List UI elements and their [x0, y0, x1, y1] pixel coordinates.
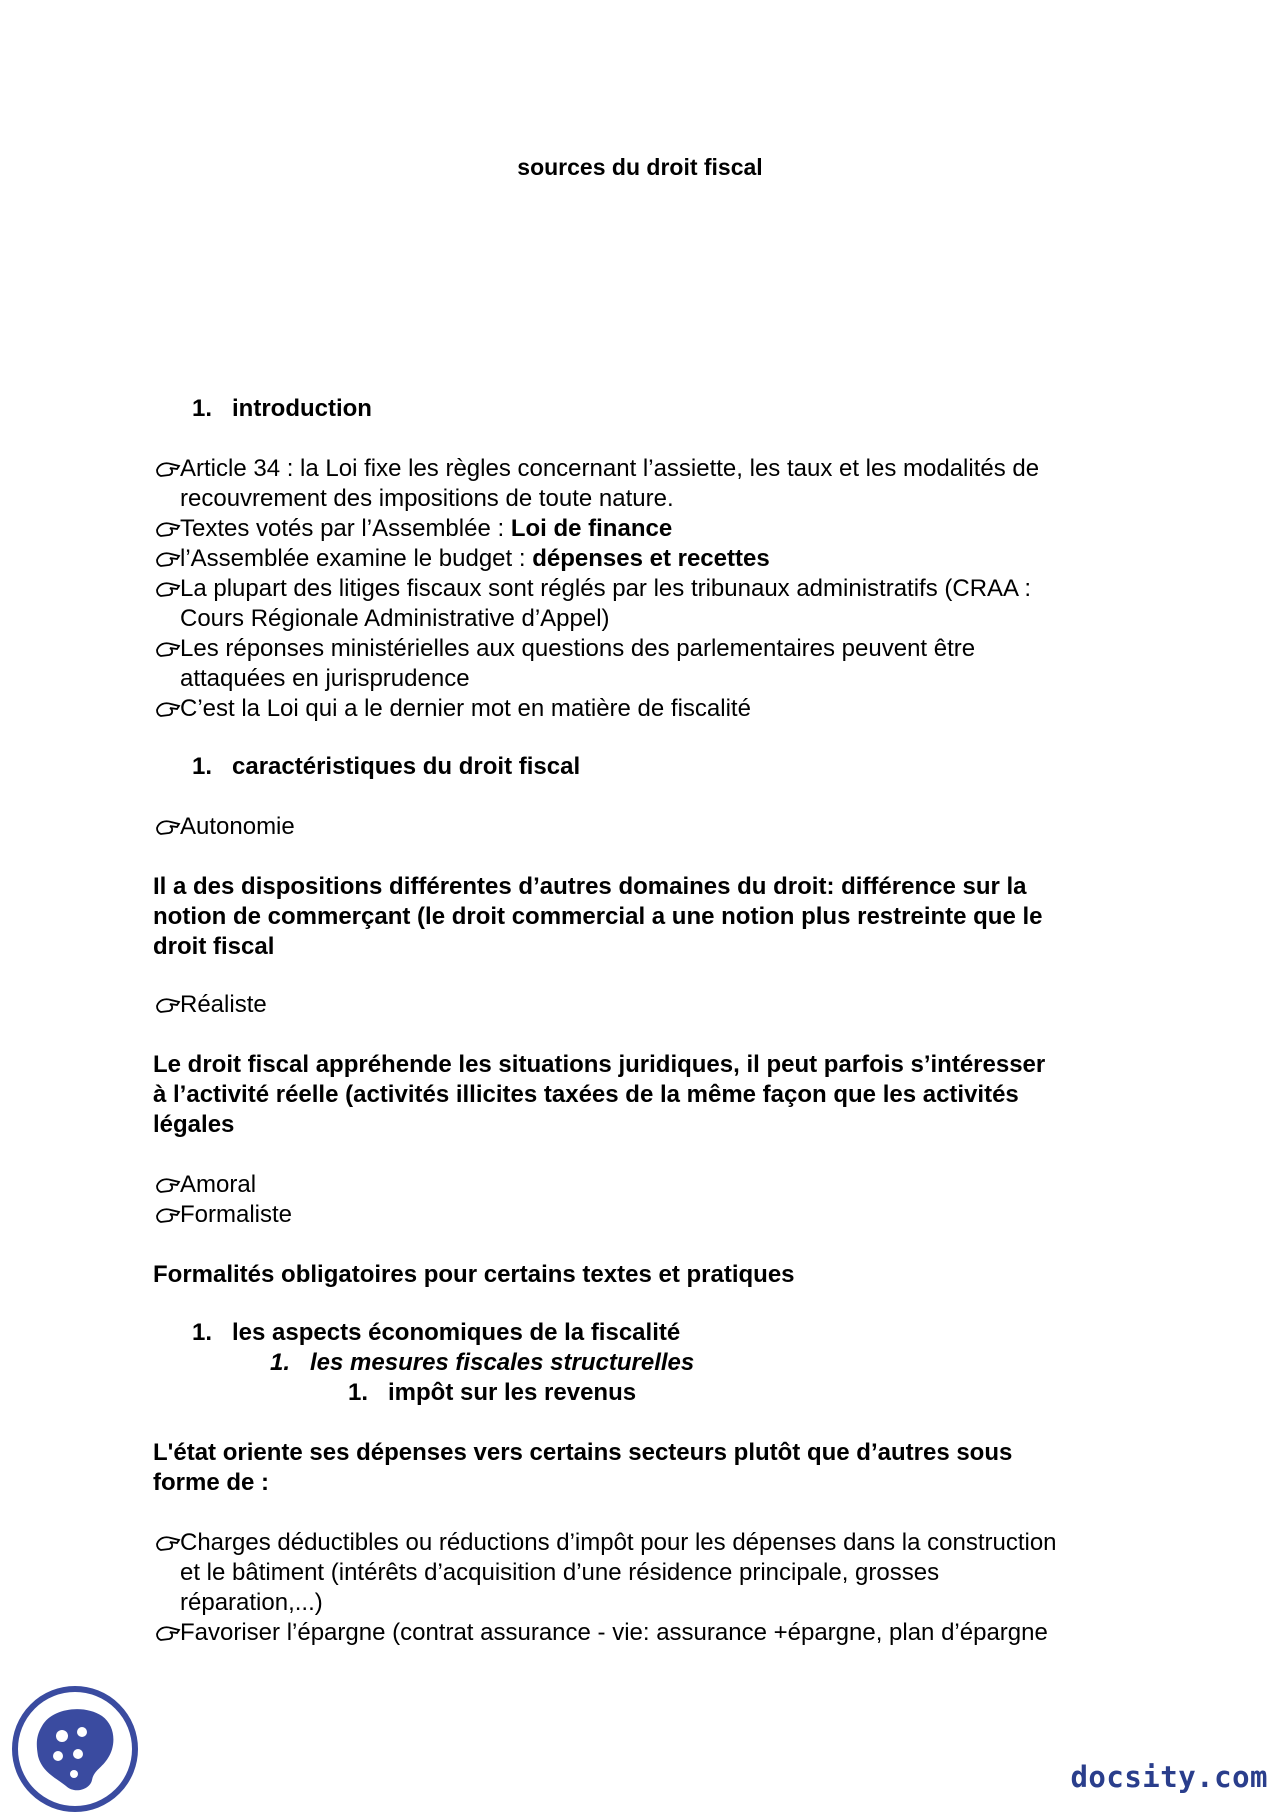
list-item-text: Formaliste — [180, 1201, 293, 1228]
hand-pointer-icon — [155, 640, 181, 658]
heading-number: 1. — [192, 395, 213, 422]
list-item-text: attaquées en jurisprudence — [180, 665, 470, 692]
list-item-text: l’Assemblée examine le budget : — [180, 545, 533, 572]
hand-pointer-icon — [155, 700, 181, 718]
paragraph-line: Formalités obligatoires pour certains textes et pratiques — [153, 1261, 795, 1288]
paragraph — [153, 1260, 795, 1290]
list-item-text: La plupart des litiges fiscaux sont réglés par les tribunaux administratifs (CRAA : — [180, 575, 1032, 602]
paragraph-line: forme de : — [153, 1469, 270, 1496]
paragraph-line: Il a des dispositions différentes d’autres domaines du droit: différence sur la — [153, 873, 1027, 900]
hand-pointer-icon — [155, 460, 181, 478]
list-item — [153, 694, 751, 724]
list-item — [153, 990, 267, 1020]
list-item — [153, 812, 295, 842]
list-item — [153, 454, 1039, 514]
list-item — [153, 634, 975, 694]
hand-pointer-icon — [155, 1534, 181, 1552]
list-item-text: Les réponses ministérielles aux questions des parlementaires peuvent être — [180, 635, 976, 662]
list-item-text: réparation,...) — [180, 1589, 323, 1616]
hand-pointer-icon — [155, 996, 181, 1014]
paragraph-line: à l’activité réelle (activités illicites taxées de la même façon que les activités — [153, 1081, 1019, 1108]
hand-pointer-icon — [155, 1176, 181, 1194]
list-item — [153, 574, 1031, 634]
heading-number: 1. — [270, 1349, 291, 1376]
list-item — [153, 1528, 1057, 1618]
list-item-text: Amoral — [180, 1171, 257, 1198]
list-item-text: recouvrement des impositions de toute nature. — [180, 485, 674, 512]
list-item-text: Textes votés par l’Assemblée : — [180, 515, 511, 542]
paragraph — [153, 1438, 1012, 1498]
paragraph-line: légales — [153, 1111, 235, 1138]
list-item-bold-text: dépenses et recettes — [532, 545, 770, 572]
hand-pointer-icon — [155, 550, 181, 568]
paragraph-line: droit fiscal — [153, 933, 275, 960]
hand-pointer-icon — [155, 818, 181, 836]
list-item-text: Réaliste — [180, 991, 267, 1018]
paragraph — [153, 1050, 1045, 1140]
section-heading-caracteristiques — [192, 753, 580, 781]
list-item-text: et le bâtiment (intérêts d’acquisition d’une résidence principale, grosses — [180, 1559, 940, 1586]
heading-text: caractéristiques du droit fiscal — [232, 753, 581, 780]
heading-number: 1. — [348, 1379, 369, 1406]
list-item — [153, 1170, 256, 1200]
list-item-text: Article 34 : la Loi fixe les règles concernant l’assiette, les taux et les modalités de — [180, 455, 1040, 482]
docsity-brand-link[interactable]: docsity.com — [1070, 1760, 1268, 1794]
subsubsection-heading-impot-revenus — [348, 1379, 636, 1407]
list-item-bold-text: Loi de finance — [510, 515, 673, 542]
list-item — [153, 1200, 292, 1230]
heading-text: introduction — [232, 395, 372, 422]
list-item-text: Favoriser l’épargne (contrat assurance - vie: assurance +épargne, plan d’épargne — [180, 1619, 1048, 1646]
hand-pointer-icon — [155, 1206, 181, 1224]
hand-pointer-icon — [155, 1624, 181, 1642]
paragraph-line: Le droit fiscal appréhende les situations juridiques, il peut parfois s’intéresser — [153, 1051, 1046, 1078]
paragraph — [153, 872, 1043, 962]
heading-text: les aspects économiques de la fiscalité — [232, 1319, 681, 1346]
heading-number: 1. — [192, 1319, 213, 1346]
paragraph-line: L'état oriente ses dépenses vers certains secteurs plutôt que d’autres sous — [153, 1439, 1013, 1466]
paragraph-line: notion de commerçant (le droit commercial a une notion plus restreinte que le — [153, 903, 1043, 930]
document-title: sources du droit fiscal — [517, 154, 763, 180]
docsity-logo-icon[interactable] — [12, 1686, 138, 1812]
list-item — [153, 514, 672, 544]
section-heading-introduction — [192, 395, 372, 423]
hand-pointer-icon — [155, 580, 181, 598]
list-item-text: C’est la Loi qui a le dernier mot en matière de fiscalité — [180, 695, 751, 722]
heading-number: 1. — [192, 753, 213, 780]
list-item — [153, 544, 770, 574]
list-item-text: Autonomie — [180, 813, 295, 840]
list-item-text: Charges déductibles ou réductions d’impôt pour les dépenses dans la construction — [180, 1529, 1057, 1556]
section-heading-aspects-economiques — [192, 1319, 680, 1347]
subsection-heading-mesures-structurelles — [270, 1349, 694, 1377]
list-item — [153, 1618, 1048, 1648]
list-item-text: Cours Régionale Administrative d’Appel) — [180, 605, 610, 632]
hand-pointer-icon — [155, 520, 181, 538]
heading-text: impôt sur les revenus — [388, 1379, 637, 1406]
heading-text: les mesures fiscales structurelles — [310, 1349, 695, 1376]
